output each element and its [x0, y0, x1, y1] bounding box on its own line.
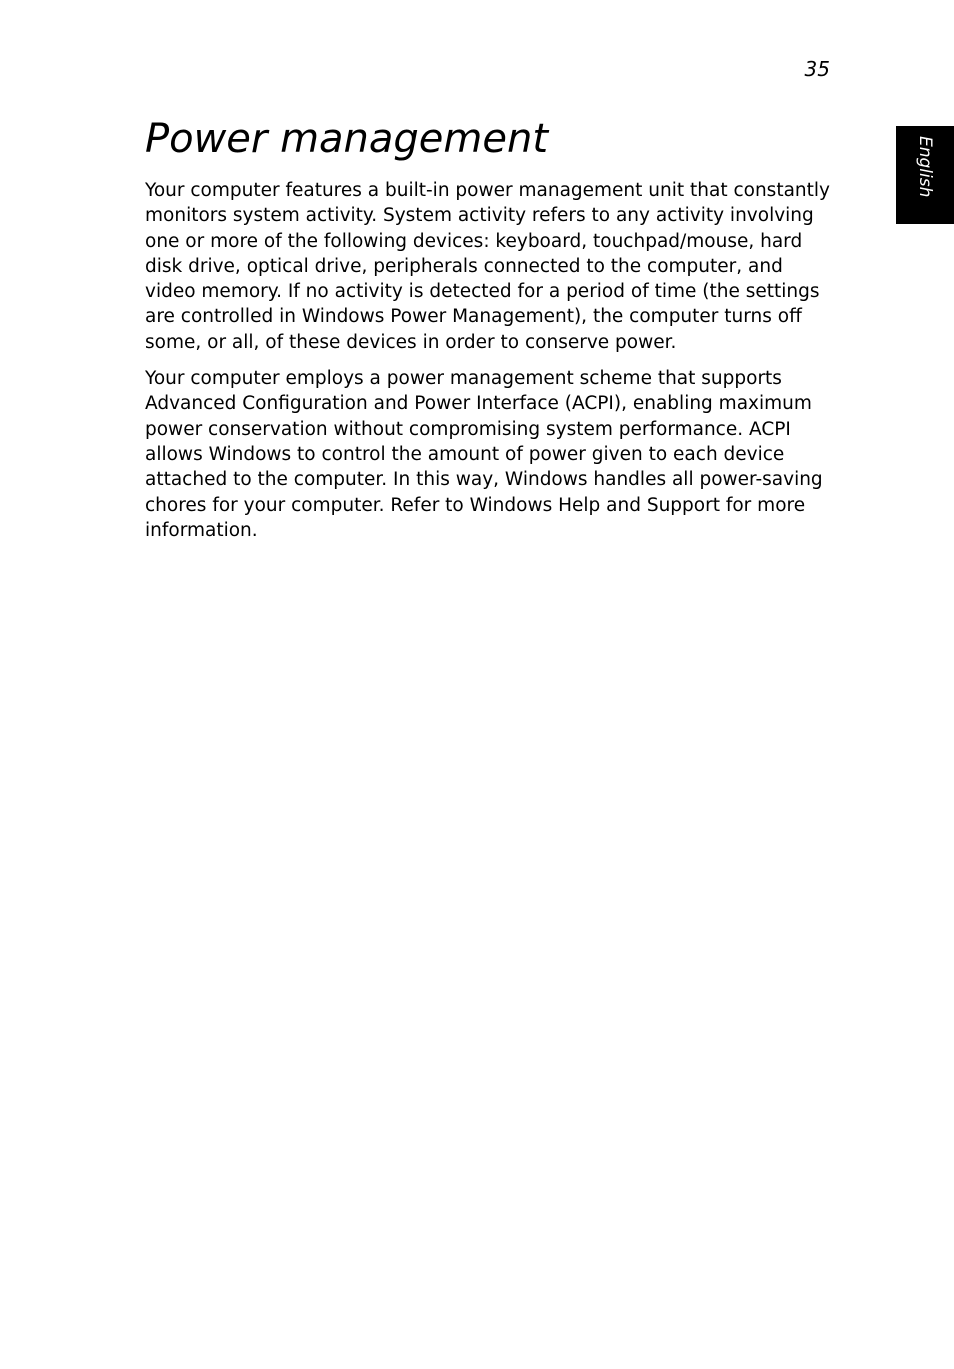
paragraph-2: Your computer employs a power management scheme that supports Advanced Configuration and Power Interface (ACPI), enabling maximum power conservation without compromising system performance. ACPI allows Windows to control the amount of power given to each device attached to the computer. In this way, Windows handles all power-saving chores for your computer. Refer to Windows Help and Support for more information. [145, 368, 823, 541]
page-title: Power management [145, 116, 549, 162]
paragraph-1: Your computer features a built-in power management unit that constantly monitors system activity. System activity refers to any activity involving one or more of the following devices: keyboard, touchpad/mouse, hard disk drive, optical drive, peripherals connected to the computer, and video memory. If no activity is detected for a period of time (the settings are controlled in Windows Power Management), the computer turns off some, or all, of these devices in order to conserve power. [145, 180, 830, 353]
language-tab [896, 126, 954, 224]
language-tab-label: English [915, 136, 935, 198]
page-number: 35 [804, 57, 830, 81]
body-text [145, 178, 835, 554]
